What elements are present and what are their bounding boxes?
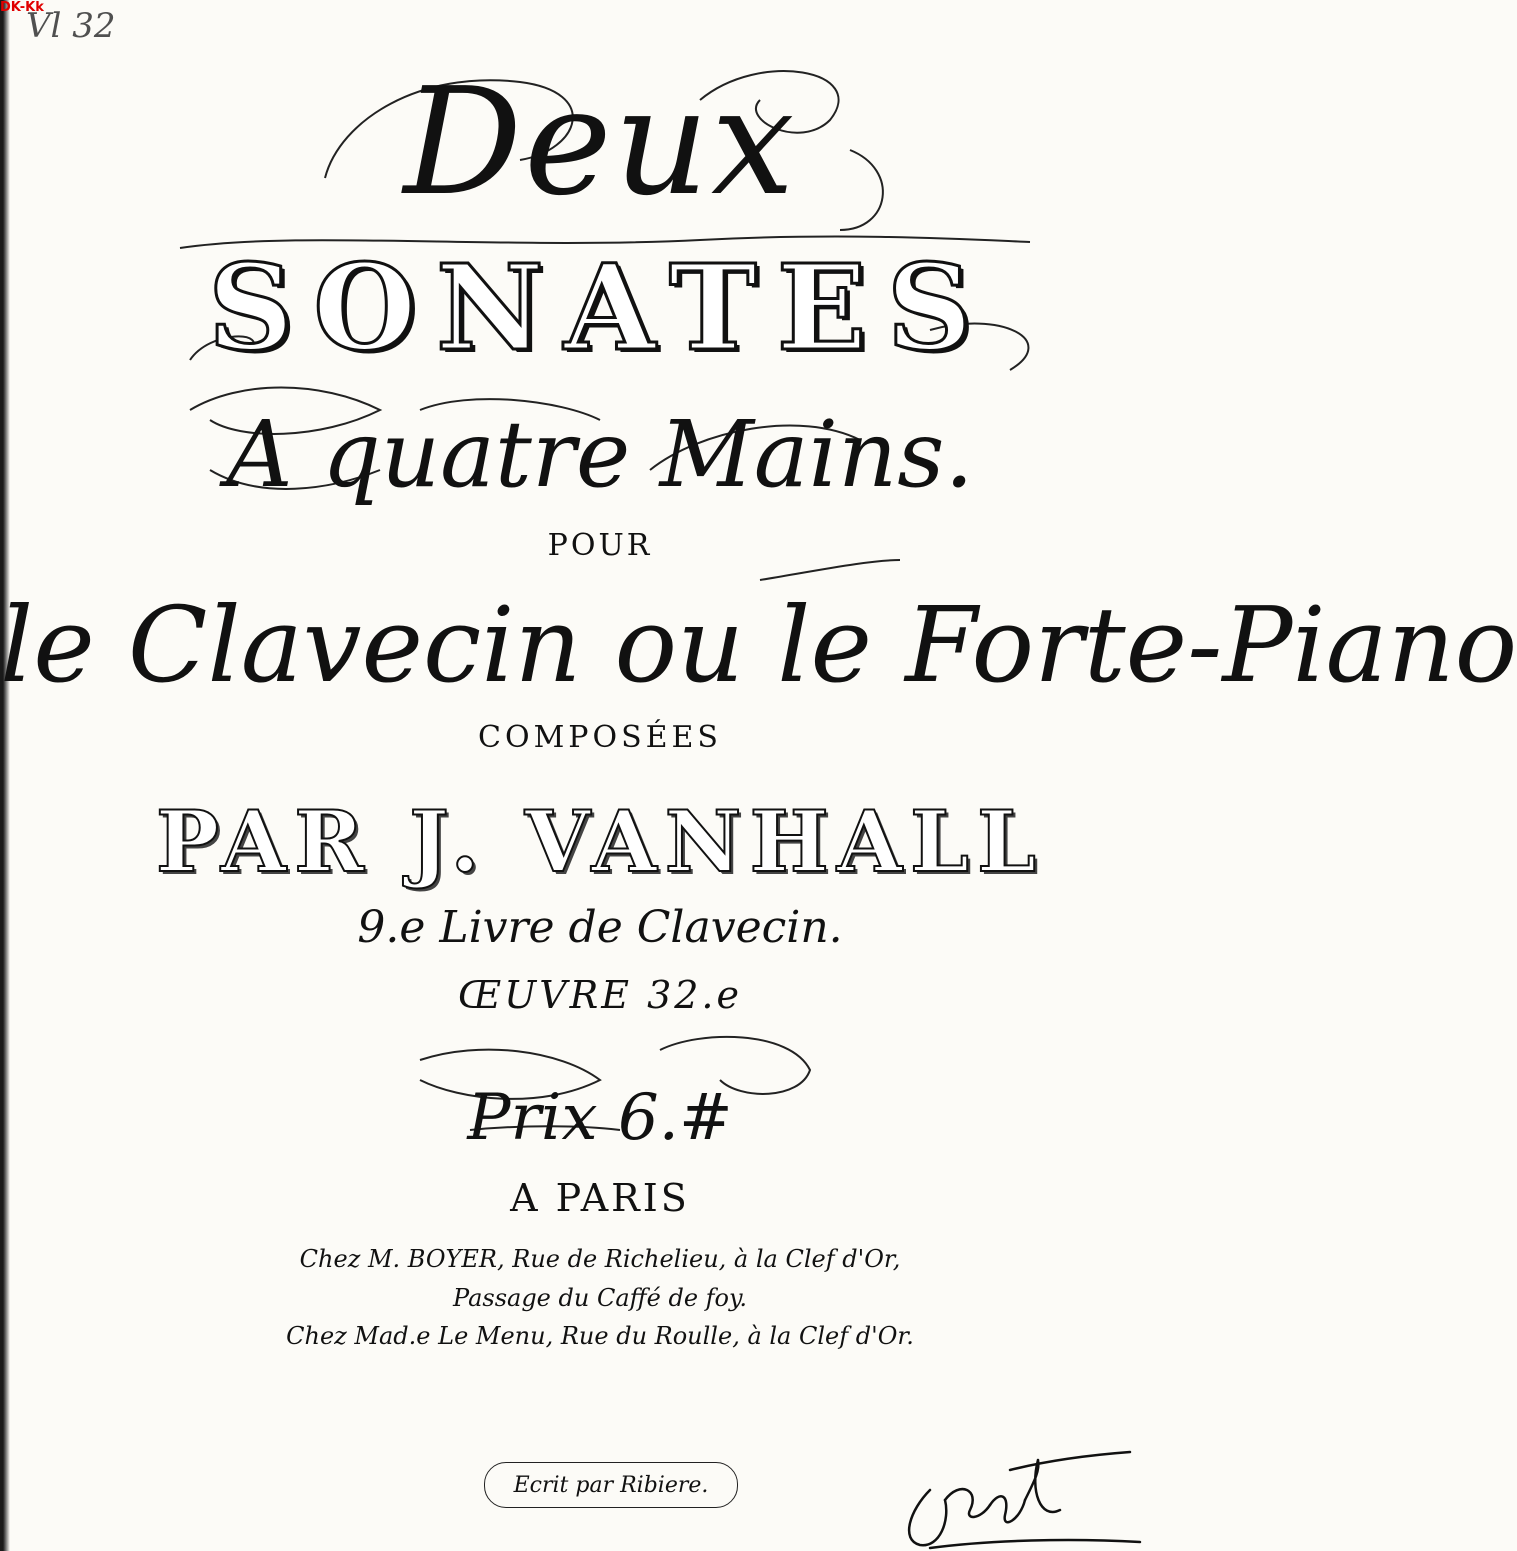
- composees-text: COMPOSÉES: [478, 720, 722, 755]
- title-a-quatre-mains: A quatre Mains.: [226, 401, 974, 508]
- shelf-mark: Vl 32: [26, 6, 116, 46]
- address-line-2: Passage du Caffé de foy.: [453, 1284, 747, 1312]
- engraver-cartouche: [484, 1462, 738, 1508]
- city-text: A PARIS: [510, 1176, 690, 1220]
- instrument-text: le Clavecin ou le Forte-Piano: [0, 584, 1517, 706]
- address-line-1: Chez M. BOYER, Rue de Richelieu, à la Clef d'Or,: [299, 1245, 901, 1273]
- library-stamp: DK-Kk: [0, 0, 44, 15]
- livre-text: 9.e Livre de Clavecin.: [357, 902, 843, 953]
- title-sonates: SONATES: [208, 238, 992, 377]
- address-line-3: Chez Mad.e Le Menu, Rue du Roulle, à la Clef d'Or.: [286, 1322, 914, 1350]
- engraver-text: Ecrit par Ribiere.: [513, 1472, 709, 1498]
- price-text: Prix 6.#: [467, 1081, 733, 1155]
- signature-image: [890, 1450, 1150, 1550]
- pour-text: POUR: [547, 528, 653, 563]
- title-deux: Deux: [403, 56, 797, 228]
- composer-name: PAR J. VANHALL: [155, 792, 1045, 891]
- oeuvre-number: ŒUVRE 32.e: [457, 973, 743, 1017]
